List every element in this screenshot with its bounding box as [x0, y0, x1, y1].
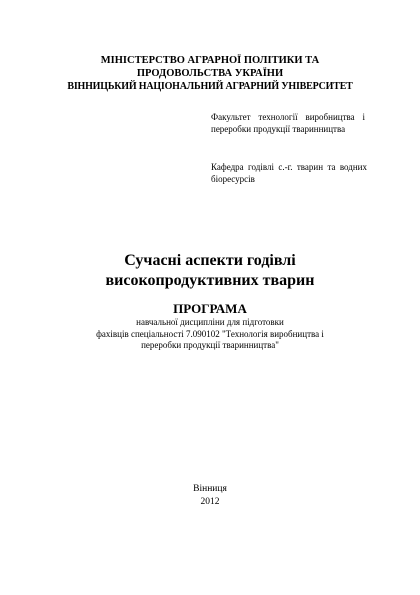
faculty-name: Факультет технології виробництва і переробки продукції тваринництва [211, 112, 365, 134]
year: 2012 [200, 497, 220, 507]
subtitle-line-3: переробки продукції тваринництва" [141, 340, 279, 350]
department-name: Кафедра годівлі с.-г. тварин та водних біоресурсів [211, 162, 367, 184]
subtitle-line-2: фахівців спеціальності 7.090102 "Технологія виробництва і [96, 328, 324, 339]
ministry-line-2: ПРОДОВОЛЬСТВА УКРАЇНИ [136, 68, 284, 79]
program-subtitle [60, 317, 360, 352]
document-title [0, 251, 420, 291]
university-name: ВІННИЦЬКИЙ НАЦІОНАЛЬНИЙ АГРАРНИЙ УНІВЕРСИТЕТ [67, 81, 353, 92]
ministry-line-1: МІНІСТЕРСТВО АГРАРНОЇ ПОЛІТИКИ ТА [100, 55, 320, 66]
title-line-2: високопродуктивних тварин [105, 272, 315, 289]
subtitle-line-1: навчальної дисципліни для підготовки [136, 317, 284, 327]
ministry-header [0, 54, 420, 93]
place-and-year [0, 483, 420, 509]
city-name: Вінниця [193, 484, 227, 494]
title-line-1: Сучасні аспекти годівлі [124, 252, 296, 269]
program-heading: ПРОГРАМА [173, 301, 247, 316]
